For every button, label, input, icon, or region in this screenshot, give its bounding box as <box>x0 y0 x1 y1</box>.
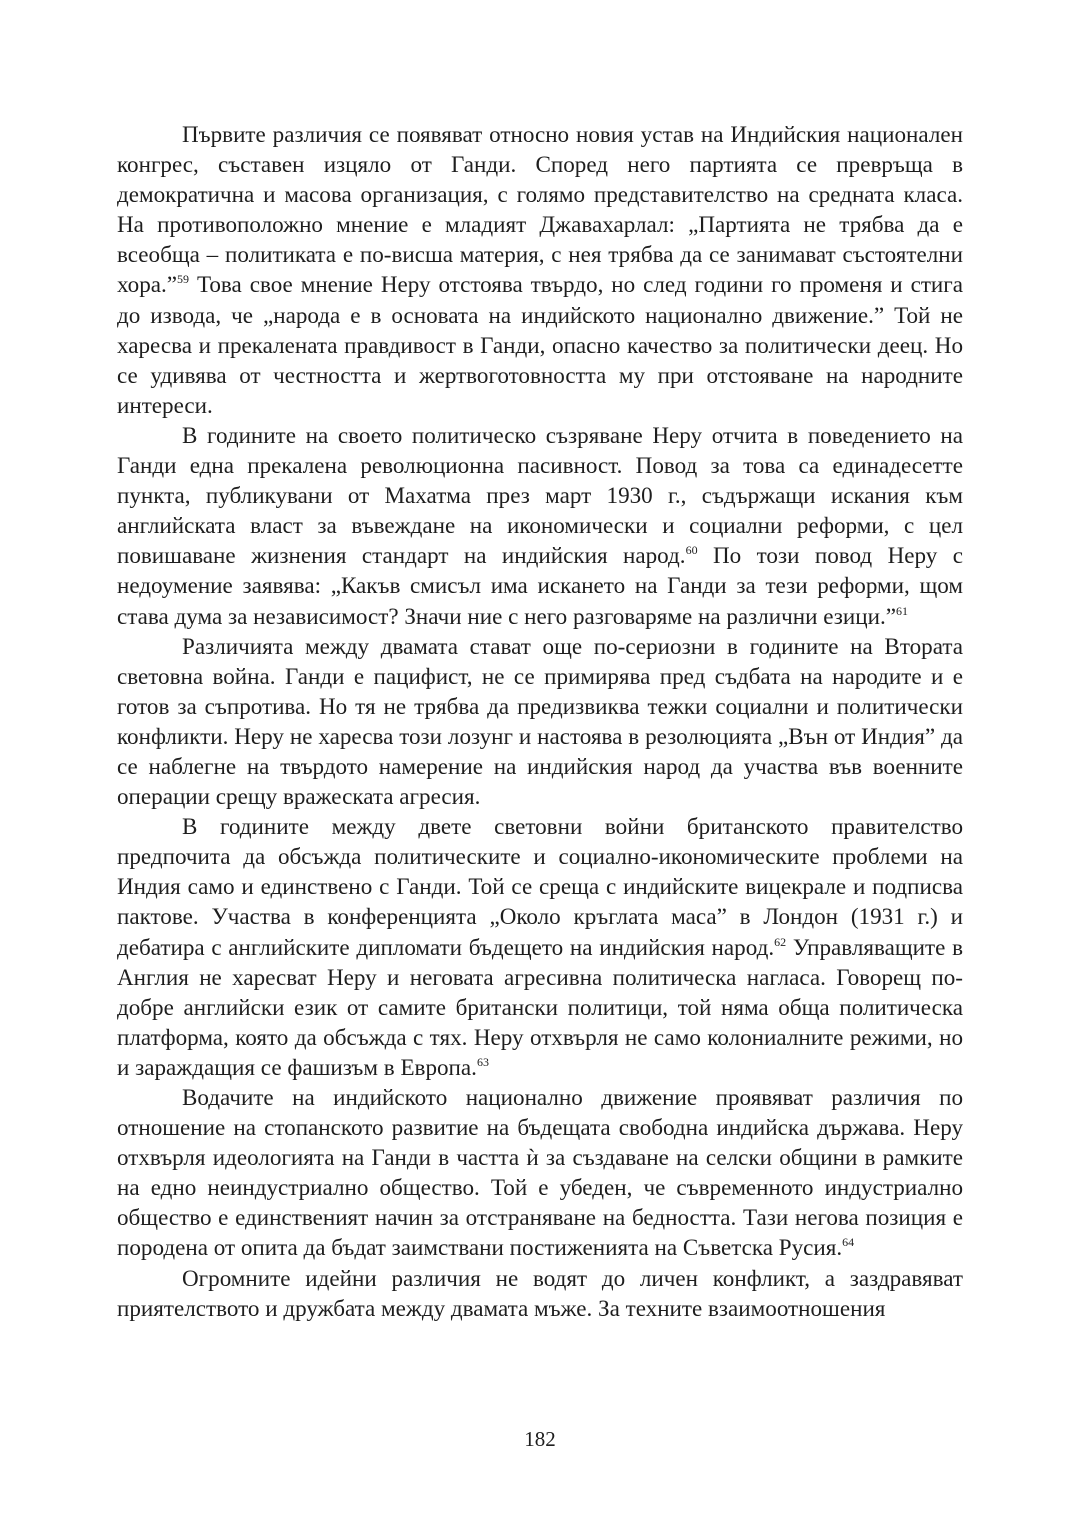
paragraph-6 <box>117 1263 963 1323</box>
paragraph-text: Това свое мнение Неру отстоява твърдо, но след години го променя и стига до извода, че „народа е в основата на индийското национално движение.” Той не харесва и прекалената правдивост в Ганди, опасно качество за политически деец. Но се удивява от честността и жертвоготовността му при отстояване на народните интереси. <box>117 271 963 418</box>
paragraph-text: По този повод Неру с недоумение заявява: „Какъв смисъл има искането на Ганди за тези реформи, щом става дума за независимост? Значи ние с него разговаряме на различни езици.” <box>117 542 963 629</box>
footnote-ref[interactable]: 62 <box>774 934 787 949</box>
paragraph-3 <box>117 631 963 812</box>
footnote-ref[interactable]: 60 <box>685 543 698 558</box>
paragraph-4 <box>117 811 963 1082</box>
page-number: 182 <box>524 1427 556 1451</box>
footnote-ref[interactable]: 64 <box>842 1235 855 1250</box>
paragraph-text: Първите различия се появяват относно новия устав на Индийския национален конгрес, съставен изцяло от Ганди. Според него партията се превръща в демократична и масова организация, с голямо представителство на средната класа. На противоположно мнение е младият Джавахарлал: „Партията не трябва да е всеобща – политиката е по-висша материя, с нея трябва да се занимават състоятелни хора.” <box>117 121 963 298</box>
paragraph-5 <box>117 1082 963 1263</box>
paragraph-text: В годините между двете световни войни британското правителство предпочита да обсъжда политическите и социално-икономическите проблеми на Индия само и единствено с Ганди. Той се среща с индийските вицекрале и подписва пактове. Участва в конференцията „Около кръглата маса” в Лондон (1931 г.) и дебатира с английските дипломати бъдещето на индийския народ. <box>117 813 963 960</box>
paragraph-text: Управляващите в Англия не харесват Неру и неговата агресивна политическа нагласа. Говорещ по-добре английски език от самите британски политици, той няма обща политическа платформа, която да обсъжда с тях. Неру отхвърля не само колониалните режими, но и зараждащия се фашизъм в Европа. <box>117 933 963 1080</box>
footnote-ref[interactable]: 63 <box>476 1054 489 1069</box>
paragraph-text: В годините на своето политическо съзряване Неру отчита в поведението на Ганди една прекалена революционна пасивност. Повод за това са единадесетте пункта, публикувани от Махатма през март 1930 г., съдържащи искания към английската власт за въвеждане на икономически и социални реформи, с цел повишаване жизнения стандарт на индийския народ. <box>117 421 963 569</box>
footnote-ref[interactable]: 59 <box>177 272 190 287</box>
footnote-ref[interactable]: 61 <box>896 603 909 618</box>
page-body <box>117 119 963 1323</box>
paragraph-2 <box>117 420 963 631</box>
paragraph-text: Водачите на индийското национално движение проявяват различия по отношение на стопанското развитие на бъдещата свободна индийска държава. Неру отхвърля идеологията на Ганди в частта ѝ за създаване на селски общини в рамките на едно неиндустриално общество. Той е убеден, че съвременното индустриално общество е единственият начин за отстраняване на бедността. Тази негова позиция е породена от опита да бъдат заимствани постиженията на Съветска Русия. <box>117 1084 963 1261</box>
paragraph-text: Огромните идейни различия не водят до личен конфликт, а заздравяват приятелството и дружбата между двамата мъже. За техните взаимоотношения <box>117 1264 963 1321</box>
paragraph-text: Различията между двамата стават още по-сериозни в годините на Втората световна война. Ганди е пацифист, не се примирява пред съдбата на народите и е готов за съпротива. Но тя не трябва да предизвиква тежки социални и политически конфликти. Неру не харесва този лозунг и настоява в резолюцията „Вън от Индия” да се наблегне на твърдото намерение на индийския народ да участва във военните операции срещу вражеската агресия. <box>117 632 963 810</box>
paragraph-1 <box>117 119 963 420</box>
